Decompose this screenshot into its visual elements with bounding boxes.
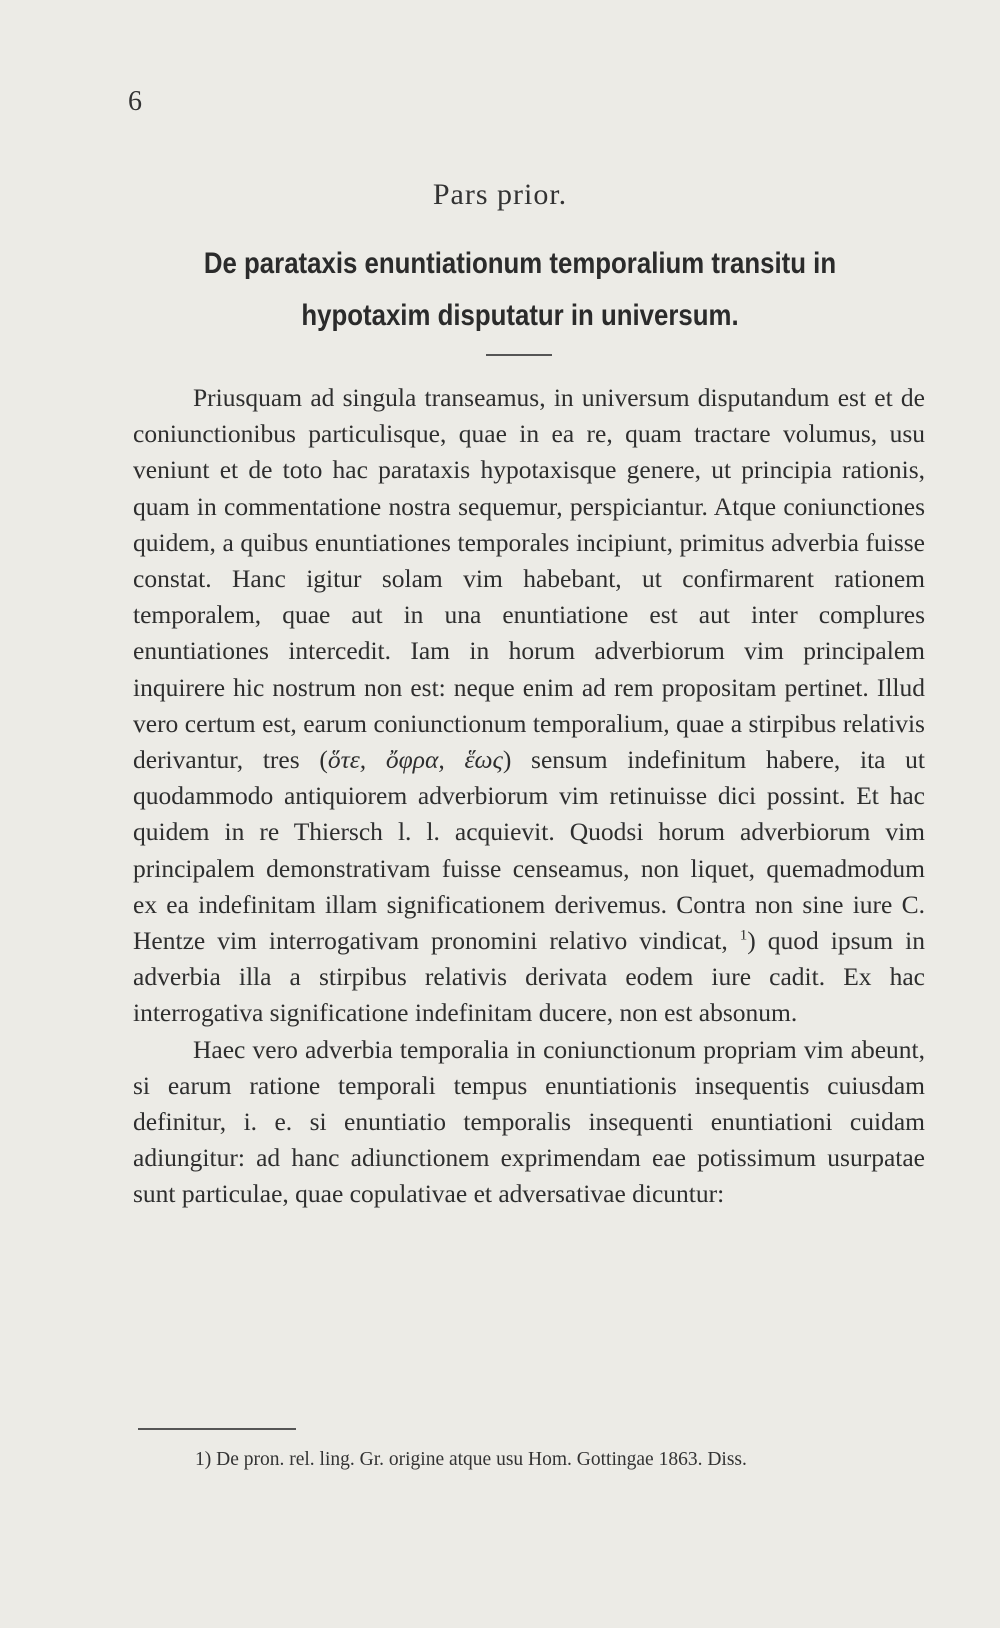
paragraph: Haec vero adverbia temporalia in coniunctionum propriam vim abeunt, si earum ratione temporali tempus enuntiationis insequentis cuiusdam definitur, i. e. si enuntiatio temporalis insequenti enuntiationi cuidam adiungitur: ad hanc adiunctionem exprimendam eae potissimum usurpatae sunt particulae, quae copulativae et adversativae dicuntur: (133, 1034, 925, 1209)
greek-terms: ὅτε, ὄφρα, ἕως (327, 745, 503, 775)
paragraph-text: ) quod ipsum in adverbia illa a stirpibus relativis derivata eodem iure cadit. Ex hac interrogativa significatione indefinitam ducere, non est absonum. (133, 926, 925, 1028)
paragraph (133, 380, 925, 1032)
paragraph-text: Priusquam ad singula transeamus, in universum disputandum est et de coniunctionibus particulisque, quae in ea re, quam tractare volumus, usu veniunt et de toto hac parataxis hypotaxisque genere, ut principia rationis, quam in commentatione nostra sequemur, perspiciantur. Atque coniunctiones quidem, a quibus enuntiationes temporales incipiunt, primitus adverbia fuisse constat. Hanc igitur solam vim habebant, ut confirmarent rationem temporalem, quae aut in una enuntiatione est aut inter complures enuntiationes intercedit. Iam in horum adverbiorum vim principalem inquirere hic nostrum non est: neque enim ad rem propositam pertinet. Illud vero certum est, earum coniunctionum temporalium, quae a stirpibus relativis derivantur, tres ( (133, 383, 925, 775)
footnote-divider (138, 1428, 296, 1430)
page-number: 6 (128, 86, 142, 117)
paragraph-text: ) sensum indefinitum habere, ita ut quodammodo antiquiorem adverbiorum vim retinuisse dici possint. Et hac quidem in re Thiersch l. l. acquievit. Quodsi horum adverbiorum vim principalem demonstrativam fuisse censeamus, non liquet, quemadmodum ex ea indefinitam illam significationem derivemus. Contra non sine iure C. Hentze vim interrogativam pronomini relativo vindicat, (133, 745, 926, 956)
section-heading: Pars prior. (432, 178, 568, 211)
footnote: 1) De pron. rel. ling. Gr. origine atque usu Hom. Gottingae 1863. Diss. (195, 1449, 747, 1470)
footnote-reference: 1 (739, 927, 748, 944)
title-divider (486, 354, 552, 356)
body-text (133, 380, 925, 1213)
chapter-title: De parataxis enuntiationum temporalium transitu in hypotaxim disputatur in universum. (203, 247, 837, 332)
